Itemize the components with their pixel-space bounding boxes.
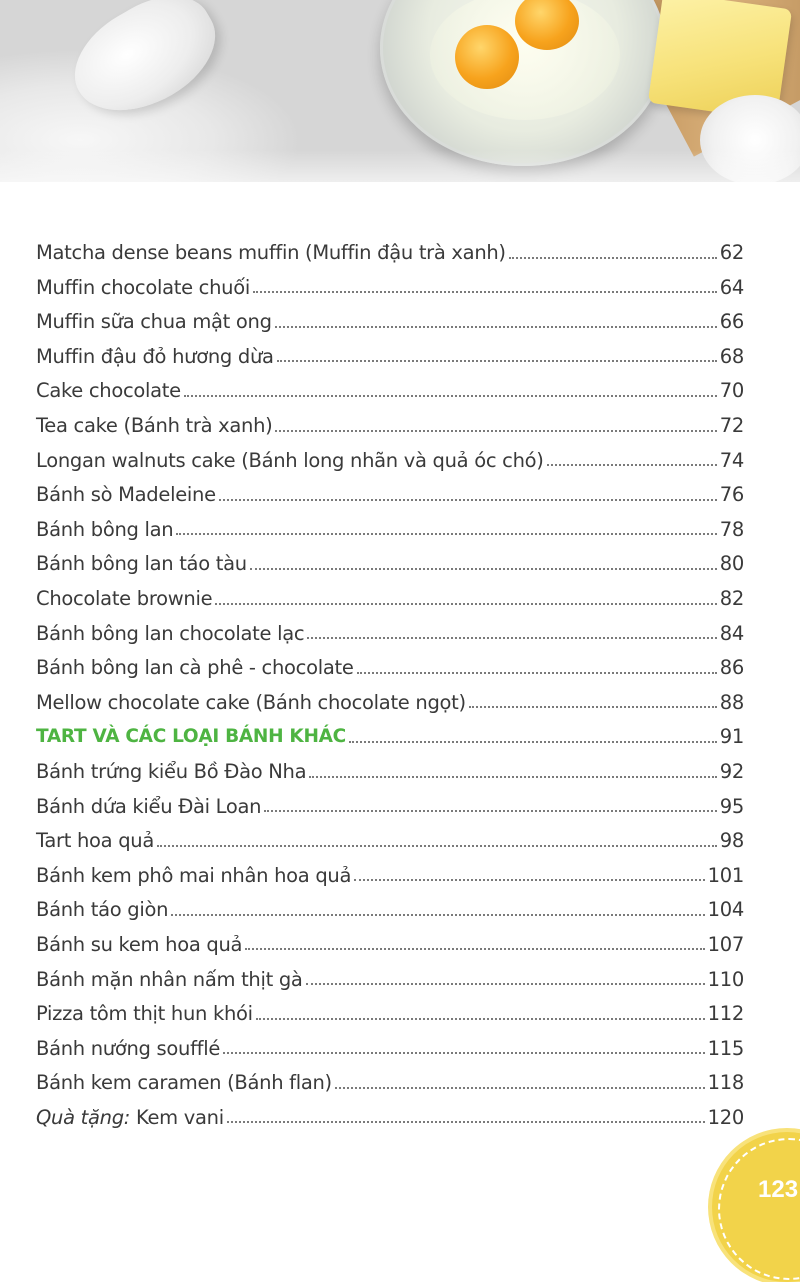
toc-entry-text: Muffin đậu đỏ hương dừa (36, 344, 274, 368)
toc-entry (36, 851, 744, 886)
toc-entry-title (36, 863, 352, 887)
toc-entry-text: Muffin sữa chua mật ong (36, 310, 272, 334)
toc-entry (36, 954, 744, 989)
toc-entry-page-number: 101 (707, 863, 744, 887)
dot-leader (245, 948, 704, 950)
toc-entry (36, 539, 744, 574)
toc-entry-page-number: 95 (719, 794, 744, 818)
toc-entry-title (36, 275, 250, 299)
dot-leader (277, 360, 717, 362)
dot-leader (215, 603, 716, 605)
dot-leader (357, 672, 717, 674)
header-photo (0, 0, 800, 182)
dot-leader (184, 395, 717, 397)
toc-entry-title (36, 658, 354, 678)
toc-entry-text: Bánh kem phô mai nhân hoa quả (36, 863, 352, 887)
dot-leader (307, 637, 717, 639)
toc-entry-text: Bánh mặn nhân nấm thịt gà (36, 967, 303, 991)
toc-entry (36, 643, 744, 678)
toc-entry (36, 228, 744, 263)
dot-leader (335, 1087, 705, 1089)
toc-entry (36, 782, 744, 817)
toc-entry-text: Matcha dense beans muffin (Muffin đậu trà xanh) (36, 241, 506, 265)
toc-entry-prefix: Quà tặng: (36, 1105, 131, 1129)
toc-entry (36, 470, 744, 505)
toc-entry (36, 747, 744, 782)
toc-entry-title (36, 517, 174, 541)
toc-entry-title (36, 416, 272, 436)
page-number: 123 (758, 1176, 799, 1203)
dot-leader (223, 1052, 705, 1054)
photo-fade (0, 150, 800, 182)
toc-entry-title (36, 344, 274, 368)
toc-entry-page-number: 118 (707, 1071, 744, 1095)
toc-entry-title (36, 448, 544, 472)
toc-entry-page-number: 86 (719, 656, 744, 680)
toc-entry-page-number: 80 (719, 552, 744, 576)
toc-entry (36, 574, 744, 609)
toc-entry-page-number: 82 (719, 587, 744, 611)
toc-entry-page-number: 66 (719, 310, 744, 334)
dot-leader (227, 1121, 705, 1123)
toc-entry-text: Bánh kem caramen (Bánh flan) (36, 1071, 332, 1095)
toc-entry-title (36, 1004, 253, 1024)
toc-entry-text: Bánh trứng kiểu Bồ Đào Nha (36, 760, 307, 783)
toc-entry-title (36, 554, 247, 574)
flour-scoop-image (56, 0, 233, 134)
toc-entry-title (36, 589, 212, 609)
dot-leader (256, 1018, 705, 1020)
dot-leader (354, 879, 705, 881)
table-of-contents (36, 228, 744, 1127)
toc-entry (36, 989, 744, 1024)
toc-entry-page-number: 64 (719, 275, 744, 299)
toc-entry (36, 1058, 744, 1093)
toc-section-heading (36, 712, 744, 747)
dot-leader (469, 706, 717, 708)
toc-entry-title (36, 1105, 224, 1129)
toc-entry-title (36, 1036, 221, 1060)
toc-entry (36, 1093, 744, 1128)
toc-entry (36, 609, 744, 644)
dot-leader (157, 845, 717, 847)
toc-entry-text: Tart hoa quả (36, 829, 155, 853)
dot-leader (171, 914, 705, 916)
toc-entry-text: Longan walnuts cake (Bánh long nhãn và quả óc chó) (36, 448, 544, 472)
toc-entry-title (36, 621, 305, 645)
toc-entry-text: Pizza tôm thịt hun khói (36, 1002, 253, 1026)
dot-leader (547, 464, 717, 466)
toc-entry (36, 816, 744, 851)
dot-leader (306, 983, 705, 985)
toc-entry-page-number: 120 (707, 1105, 744, 1129)
toc-entry-page-number: 104 (707, 898, 744, 922)
toc-entry (36, 297, 744, 332)
toc-entry-page-number: 68 (719, 344, 744, 368)
toc-entry-page-number: 70 (719, 379, 744, 403)
dot-leader (250, 568, 717, 570)
toc-entry-page-number: 72 (719, 414, 744, 438)
toc-entry (36, 263, 744, 298)
toc-entry-page-number: 98 (719, 829, 744, 853)
dot-leader (176, 533, 716, 535)
toc-entry-text: Bánh bông lan chocolate lạc (36, 621, 305, 645)
toc-entry (36, 366, 744, 401)
toc-entry-page-number: 62 (719, 241, 744, 265)
toc-entry-page-number: 112 (707, 1002, 744, 1026)
toc-entry-text: Muffin chocolate chuối (36, 275, 250, 299)
toc-entry-text: Chocolate brownie (36, 587, 213, 611)
toc-entry-text: Bánh dứa kiểu Đài Loan (36, 794, 262, 818)
toc-entry-title (36, 1073, 332, 1093)
toc-entry-title (36, 728, 346, 747)
toc-entry-page-number: 92 (719, 760, 744, 783)
toc-entry (36, 678, 744, 713)
toc-entry-title (36, 794, 262, 818)
toc-entry-text: Bánh sò Madeleine (36, 483, 216, 507)
dot-leader (509, 257, 717, 259)
toc-entry-title (36, 762, 306, 782)
toc-entry-page-number: 84 (719, 621, 744, 645)
toc-entry-text: Bánh nướng soufflé (36, 1036, 221, 1060)
toc-entry (36, 1024, 744, 1059)
toc-entry (36, 436, 744, 471)
dot-leader (349, 741, 717, 743)
toc-entry-text: Kem vani (135, 1105, 224, 1129)
toc-entry-page-number: 88 (719, 690, 744, 714)
toc-entry (36, 401, 744, 436)
toc-entry (36, 920, 744, 955)
toc-entry-title (36, 900, 168, 920)
dot-leader (219, 499, 717, 501)
toc-entry-text: Tea cake (Bánh trà xanh) (36, 414, 273, 438)
toc-entry-text: TART VÀ CÁC LOẠI BÁNH KHÁC (36, 726, 346, 748)
toc-entry-page-number: 74 (719, 448, 744, 472)
toc-entry (36, 332, 744, 367)
toc-entry-page-number: 91 (719, 725, 744, 749)
toc-entry-title (36, 690, 466, 714)
toc-entry-title (36, 243, 506, 263)
toc-entry-title (36, 967, 303, 991)
toc-entry-title (36, 831, 154, 851)
toc-entry-text: Bánh bông lan (36, 517, 174, 541)
toc-entry (36, 885, 744, 920)
toc-entry-title (36, 381, 181, 401)
dot-leader (309, 776, 717, 778)
toc-entry-page-number: 107 (707, 932, 744, 956)
toc-entry-text: Mellow chocolate cake (Bánh chocolate ngọt) (36, 690, 466, 714)
toc-entry-title (36, 485, 216, 505)
toc-entry (36, 505, 744, 540)
toc-entry-title (36, 312, 272, 332)
toc-entry-page-number: 110 (707, 967, 744, 991)
dot-leader (275, 326, 717, 328)
dot-leader (275, 430, 716, 432)
toc-entry-text: Cake chocolate (36, 379, 181, 403)
toc-entry-page-number: 76 (719, 483, 744, 507)
dot-leader (264, 810, 717, 812)
toc-entry-page-number: 115 (707, 1036, 744, 1060)
toc-entry-page-number: 78 (719, 517, 744, 541)
toc-entry-title (36, 932, 243, 956)
toc-entry-text: Bánh táo giòn (36, 898, 169, 922)
toc-entry-text: Bánh bông lan cà phê - chocolate (36, 656, 354, 680)
toc-entry-text: Bánh bông lan táo tàu (36, 552, 247, 576)
dot-leader (253, 291, 717, 293)
egg-yolk-image (455, 25, 519, 89)
toc-entry-text: Bánh su kem hoa quả (36, 932, 243, 956)
